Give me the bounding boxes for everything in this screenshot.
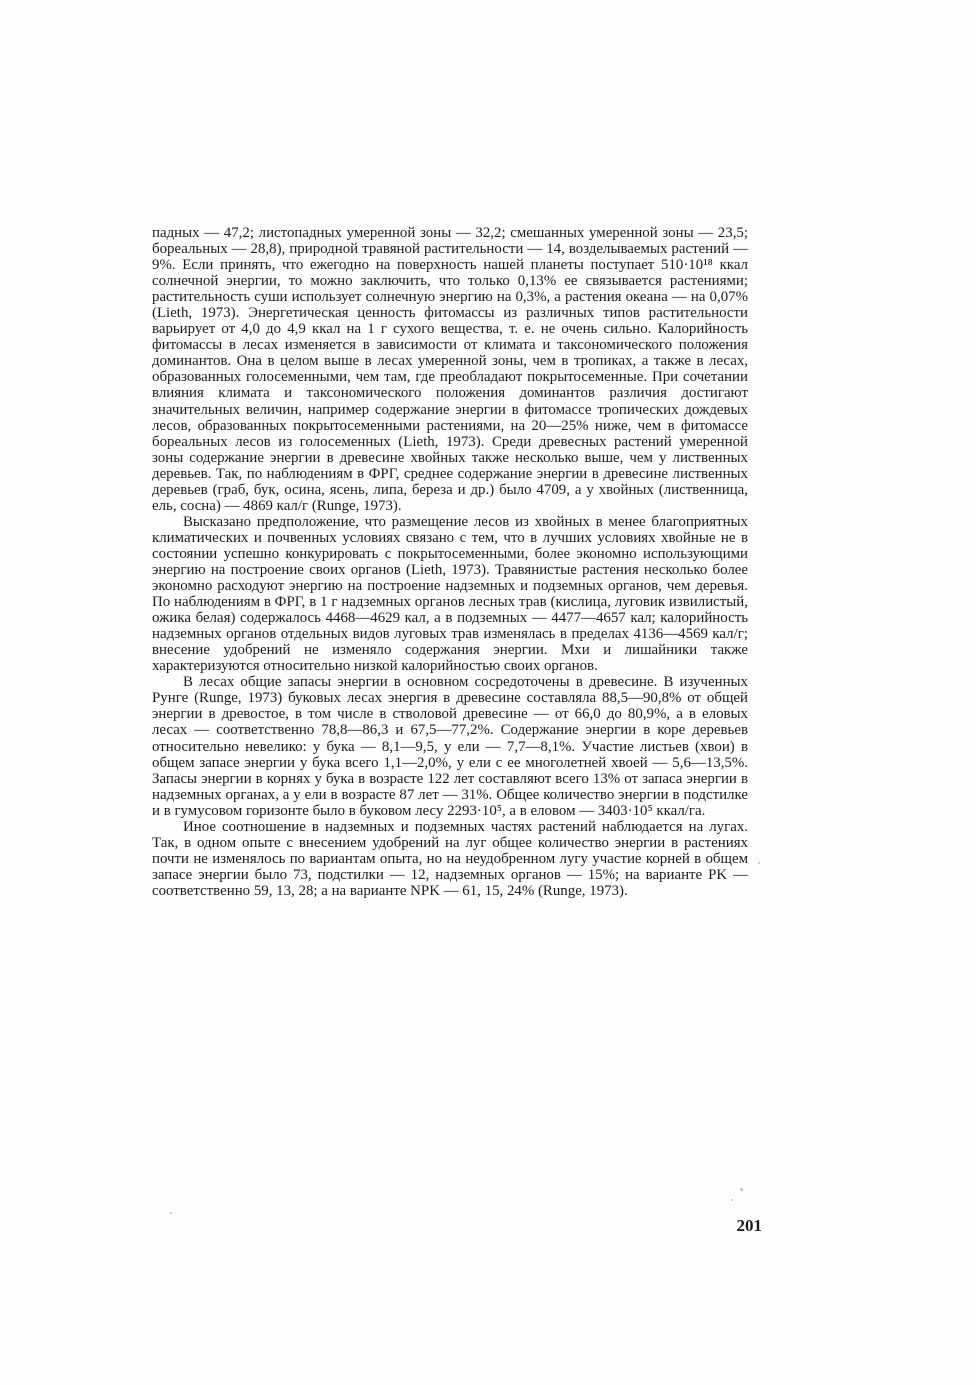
body-text [152, 225, 748, 899]
paragraph-1: падных — 47,2; листопадных умеренной зоны — 32,2; смешанных умеренной зоны — 23,5; бореальных — 28,8), природной травяной растительности — 14, возделываемых растений — 9%. Если принять, что ежегодно на поверхность нашей планеты поступает 510·10¹⁸ ккал солнечной энергии, то можно заключить, что только 0,13% ее связывается растениями; растительность суши использует солнечную энергию на 0,3%, а растения океана — на 0,07% (Lieth, 1973). Энергетическая ценность фитомассы из различных типов растительности варьирует от 4,0 до 4,9 ккал на 1 г сухого вещества, т. е. не очень сильно. Калорийность фитомассы в лесах изменяется в зависимости от климата и таксономического положения доминантов. Она в целом выше в лесах умеренной зоны, чем в тропиках, а также в лесах, образованных голосеменными, чем там, где преобладают покрытосеменные. При сочетании влияния климата и таксономического положения доминантов различия достигают значительных величин, например содержание энергии в фитомассе тропических дождевых лесов, образованных покрытосеменными растениями, на 20—25% ниже, чем в фитомассе бореальных лесов из голосеменных (Lieth, 1973). Среди древесных растений умеренной зоны содержание энергии в древесине хвойных также несколько выше, чем у лиственных деревьев. Так, по наблюдениям в ФРГ, среднее содержание энергии в древесине лиственных деревьев (граб, бук, осина, ясень, липа, береза и др.) было 4709, а у хвойных (лиственница, ель, сосна) — 4869 кал/г (Runge, 1973). [152, 225, 748, 514]
paragraph-4: Иное соотношение в надземных и подземных частях растений наблюдается на лугах. Так, в одном опыте с внесением удобрений на луг общее количество энергии в растениях почти не изменялось по вариантам опыта, но на неудобренном лугу участие корней в общем запасе энергии было 73, подстилки — 12, надземных органов — 15%; на варианте PK — соответственно 59, 13, 28; а на варианте NPK — 61, 15, 24% (Runge, 1973). [152, 818, 748, 899]
scan-speck [740, 1188, 743, 1191]
page-number: 201 [736, 1216, 762, 1235]
scan-speck [170, 1212, 172, 1214]
paragraph-3: В лесах общие запасы энергии в основном сосредоточены в древесине. В изученных Рунге (Runge, 1973) буковых лесах энергия в древесине составляла 88,5—90,8% от общей энергии в древостое, в том числе в стволовой древесине — от 66,0 до 80,9%, а в еловых лесах — соответственно 78,8—86,3 и 67,5—77,2%. Содержание энергии в коре деревьев относительно невелико: у бука — 8,1—9,5, у ели — 7,7—8,1%. Участие листьев (хвои) в общем запасе энергии у бука всего 1,1—2,0%, у ели с ее многолетней хвоей — 5,6—13,5%. Запасы энергии в корнях у бука в возрасте 122 лет составляют всего 13% от запаса энергии в надземных органах, а у ели в возрасте 87 лет — 31%. Общее количество энергии в подстилке и в гумусовом горизонте было в буковом лесу 2293·10⁵, а в еловом — 3403·10⁵ ккал/га. [152, 674, 748, 819]
scan-speck [731, 1199, 733, 1201]
paragraph-2: Высказано предположение, что размещение лесов из хвойных в менее благоприятных климатических и почвенных условиях связано с тем, что в лучших условиях хвойные не в состоянии успешно конкурировать с покрытосеменными, более экономно использующими энергию на построение своих органов (Lieth, 1973). Травянистые растения несколько более экономно расходуют энергию на построение надземных и подземных органов, чем деревья. По наблюдениям в ФРГ, в 1 г надземных органов лесных трав (кислица, луговик извилистый, ожика белая) содержалось 4468—4629 кал, а в подземных — 4477—4657 кал; калорийность надземных органов отдельных видов луговых трав изменялась в пределах 4136—4569 кал/г; внесение удобрений не изменяло содержания энергии. Мхи и лишайники также характеризуются относительно низкой калорийностью своих органов. [152, 513, 748, 675]
scan-speck [758, 862, 760, 864]
